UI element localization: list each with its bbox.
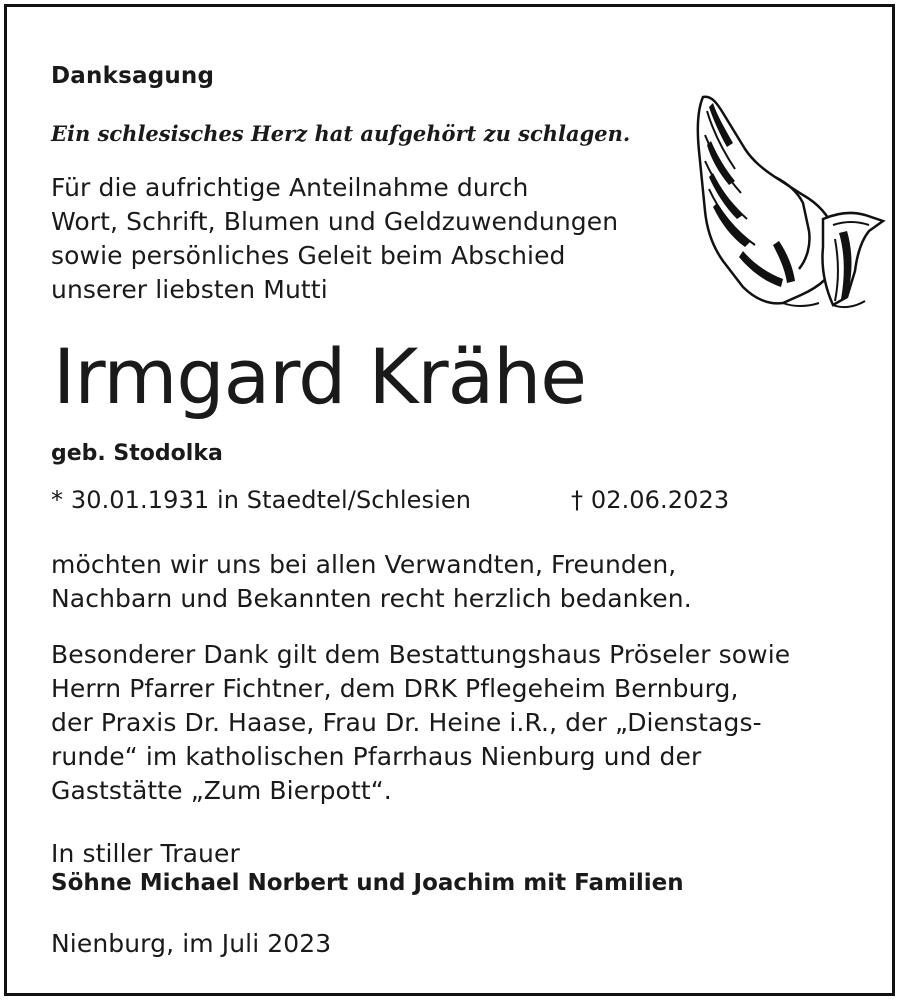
notice-motto: Ein schlesisches Herz hat aufgehört zu schlagen. bbox=[51, 121, 631, 146]
family-signature: Söhne Michael Norbert und Joachim mit Familien bbox=[51, 870, 684, 896]
intro-paragraph bbox=[51, 171, 618, 307]
special-thanks-line: der Praxis Dr. Haase, Frau Dr. Heine i.R., der „Dienstags- bbox=[51, 708, 762, 737]
praying-hands-icon bbox=[683, 91, 887, 313]
special-thanks-line: runde“ im katholischen Pfarrhaus Nienburg und der bbox=[51, 742, 702, 771]
special-thanks-paragraph bbox=[51, 638, 790, 808]
obituary-card bbox=[4, 4, 895, 996]
place-and-date: Nienburg, im Juli 2023 bbox=[51, 929, 332, 958]
thanks-line: Nachbarn und Bekannten recht herzlich bedanken. bbox=[51, 584, 692, 613]
intro-line: Für die aufrichtige Anteilnahme durch bbox=[51, 173, 529, 202]
mourning-phrase: In stiller Trauer bbox=[51, 839, 240, 868]
special-thanks-line: Herrn Pfarrer Fichtner, dem DRK Pflegeheim Bernburg, bbox=[51, 674, 739, 703]
thanks-line: möchten wir uns bei allen Verwandten, Freunden, bbox=[51, 550, 677, 579]
birth-date: * 30.01.1931 in Staedtel/Schlesien bbox=[51, 486, 472, 514]
deceased-name: Irmgard Krähe bbox=[53, 332, 587, 421]
birth-name: geb. Stodolka bbox=[51, 441, 223, 466]
notice-heading: Danksagung bbox=[51, 63, 215, 89]
special-thanks-line: Gaststätte „Zum Bierpott“. bbox=[51, 776, 392, 805]
death-date: † 02.06.2023 bbox=[571, 486, 730, 514]
intro-line: Wort, Schrift, Blumen und Geldzuwendungen bbox=[51, 207, 619, 236]
special-thanks-line: Besonderer Dank gilt dem Bestattungshaus Pröseler sowie bbox=[51, 640, 791, 669]
intro-line: unserer liebsten Mutti bbox=[51, 275, 328, 304]
intro-line: sowie persönliches Geleit beim Abschied bbox=[51, 241, 566, 270]
thanks-paragraph bbox=[51, 548, 692, 616]
